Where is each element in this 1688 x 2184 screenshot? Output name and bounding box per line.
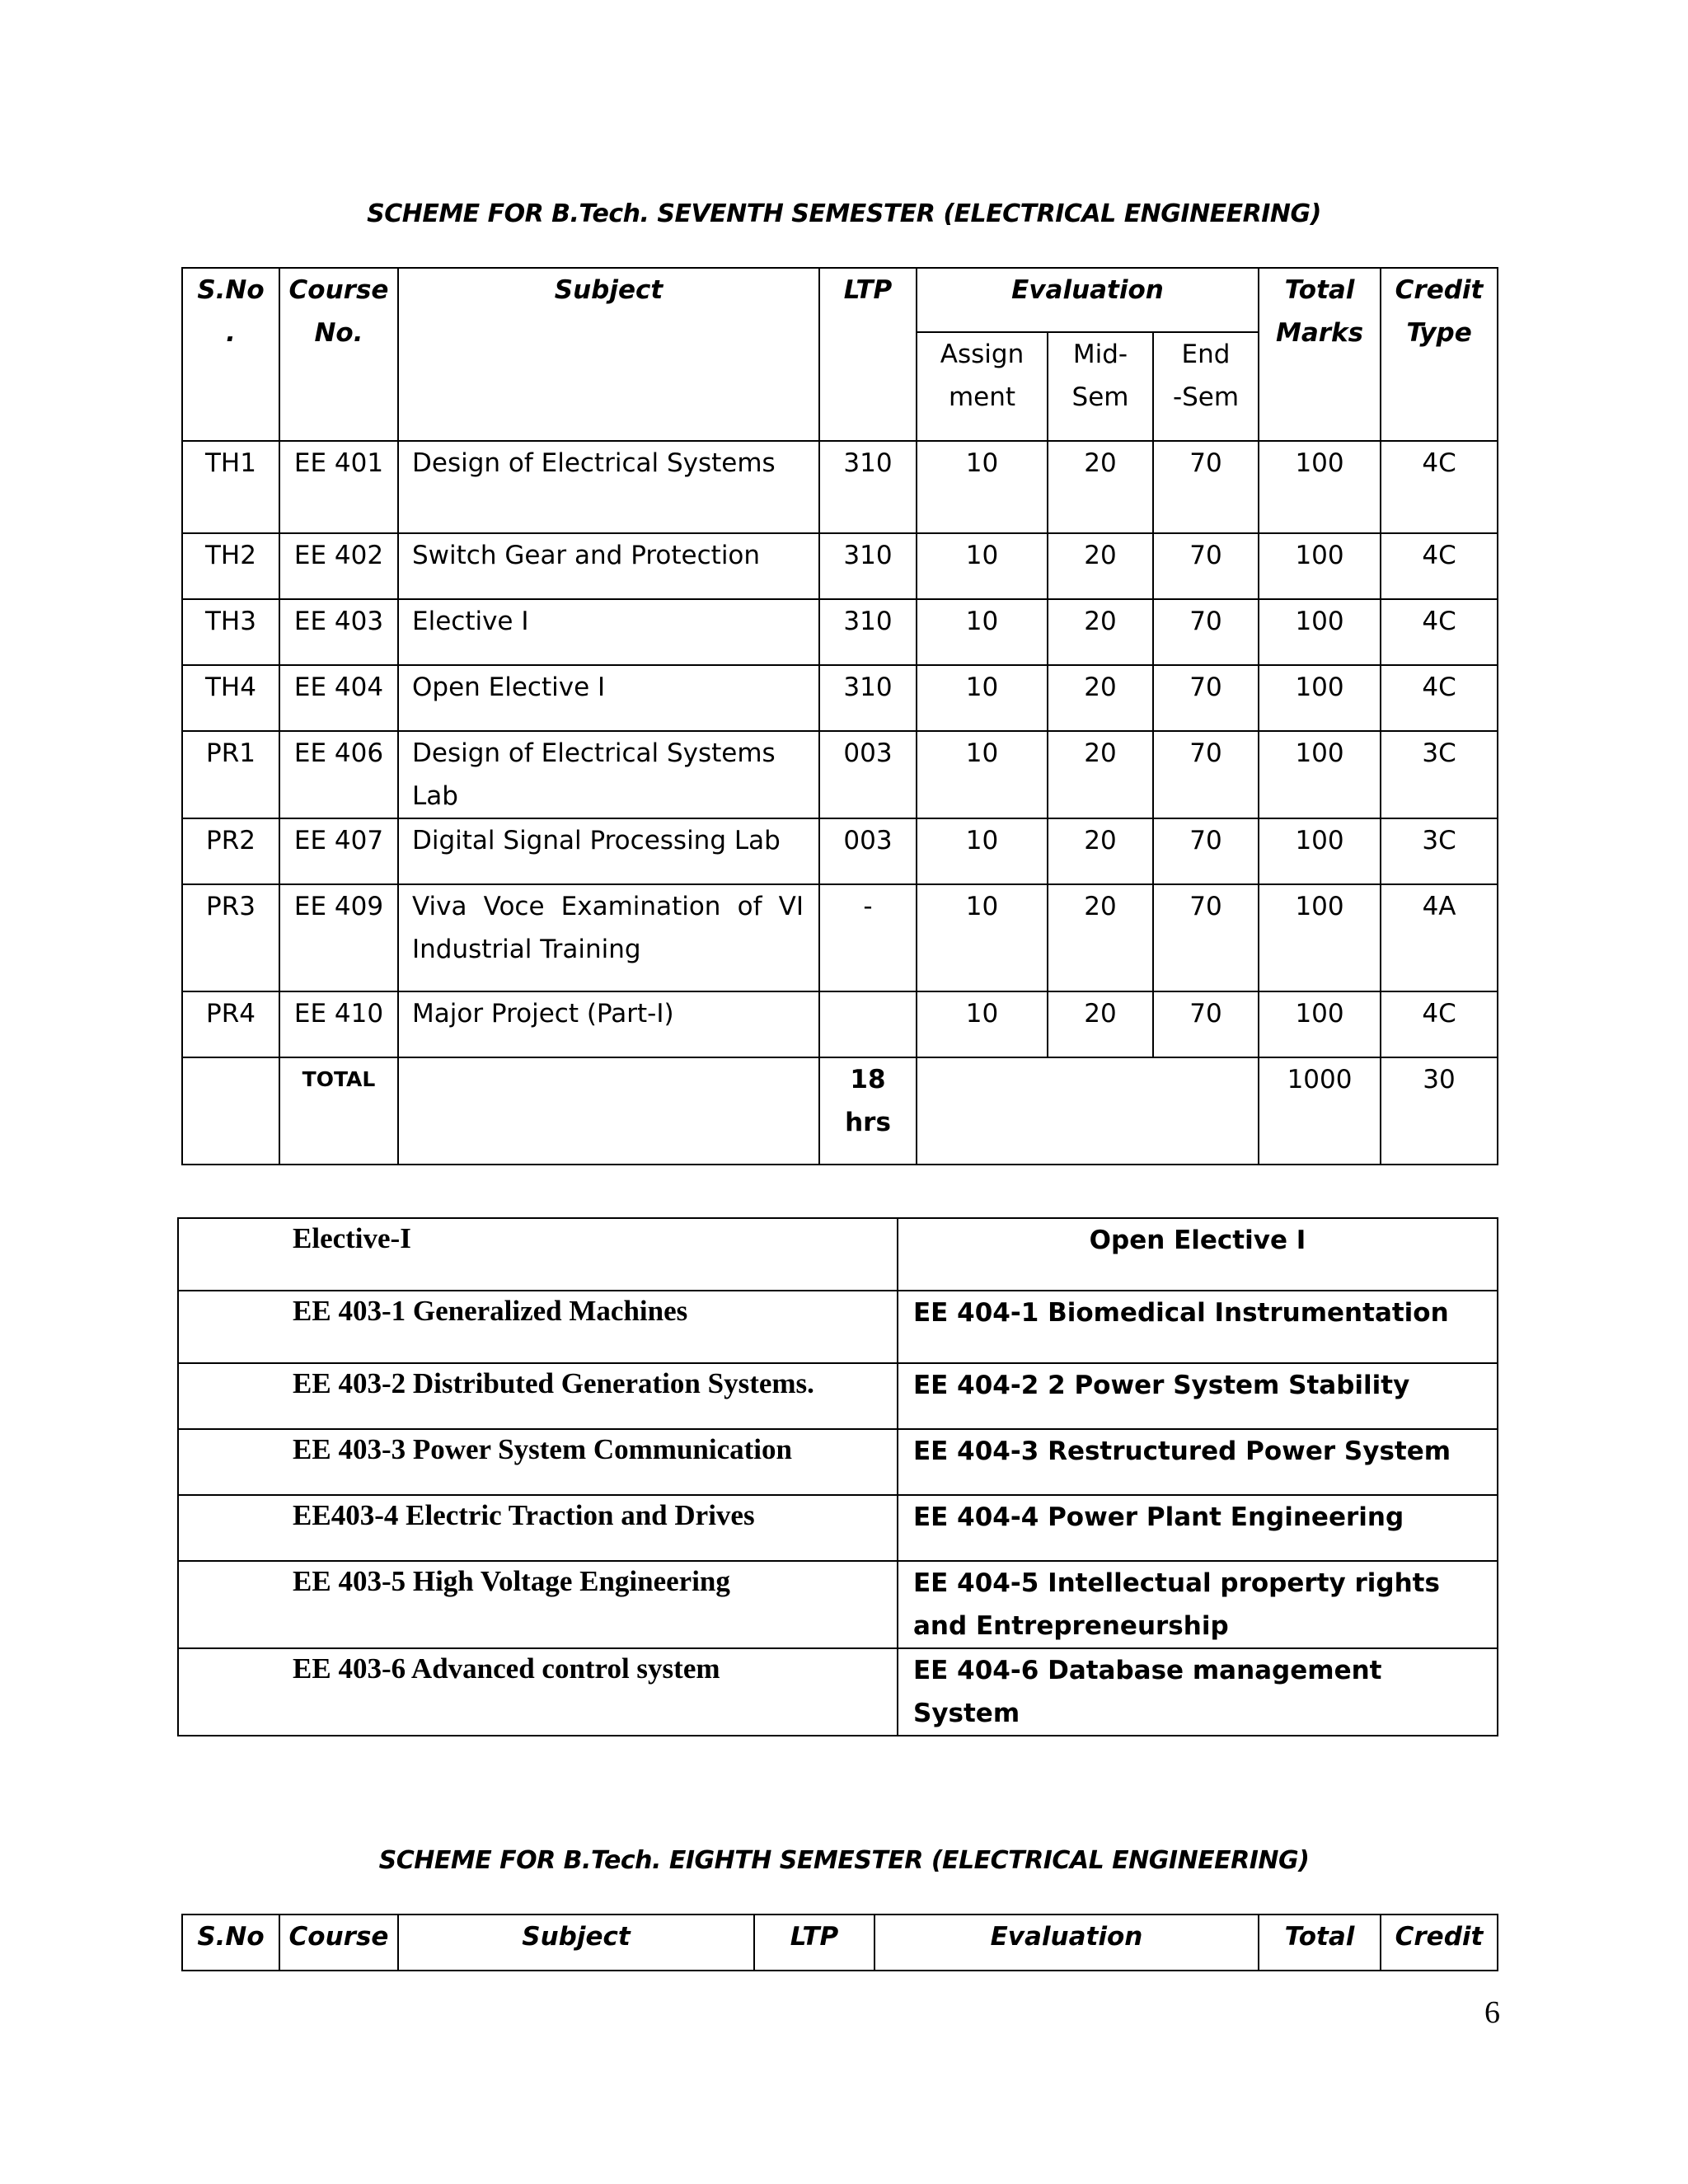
cell-endsem: 70	[1153, 818, 1259, 884]
cell-midsem: 20	[1048, 533, 1153, 599]
elective-row	[178, 1495, 1498, 1561]
cell-subject: Switch Gear and Protection	[398, 533, 819, 599]
elective-row	[178, 1363, 1498, 1429]
header-credit: Credit	[1381, 1915, 1498, 1971]
cell-midsem: 20	[1048, 991, 1153, 1057]
table-row	[182, 665, 1498, 731]
cell-total: 100	[1259, 991, 1381, 1057]
table-row	[182, 991, 1498, 1057]
header-sno: S.No	[182, 1915, 279, 1971]
cell-subject: Digital Signal Processing Lab	[398, 818, 819, 884]
cell-assignment: 10	[917, 991, 1048, 1057]
cell-midsem: 20	[1048, 818, 1153, 884]
cell-total: 100	[1259, 818, 1381, 884]
seventh-semester-title: SCHEME FOR B.Tech. SEVENTH SEMESTER (ELECTRICAL ENGINEERING)	[367, 199, 1321, 228]
cell-sno: TH4	[182, 665, 279, 731]
cell-ltp: 003	[819, 731, 917, 818]
cell-course: EE 401	[279, 441, 398, 533]
page-number: 6	[1484, 1995, 1500, 2030]
elective-row	[178, 1561, 1498, 1648]
cell-endsem: 70	[1153, 731, 1259, 818]
header-subject: Subject	[398, 268, 819, 441]
elective-row	[178, 1291, 1498, 1363]
elective-left: EE 403-5 High Voltage Engineering	[178, 1561, 898, 1648]
cell-assignment: 10	[917, 731, 1048, 818]
header-course: Course	[279, 1915, 398, 1971]
elective-header: Elective-I	[178, 1218, 898, 1291]
header-sno: S.No .	[182, 268, 279, 441]
elective-right: EE 404-3 Restructured Power System	[898, 1429, 1498, 1495]
cell-total: 100	[1259, 665, 1381, 731]
table-row	[182, 884, 1498, 991]
cell-course: EE 410	[279, 991, 398, 1057]
header-credit-type: Credit Type	[1381, 268, 1498, 441]
elective-left: EE 403-3 Power System Communication	[178, 1429, 898, 1495]
elective-left: EE403-4 Electric Traction and Drives	[178, 1495, 898, 1561]
cell-subject: Elective I	[398, 599, 819, 665]
cell-assignment: 10	[917, 441, 1048, 533]
cell-ltp: -	[819, 884, 917, 991]
elective-row	[178, 1429, 1498, 1495]
header-assignment: Assign ment	[917, 332, 1048, 441]
cell-credit: 4C	[1381, 533, 1498, 599]
header-subject: Subject	[398, 1915, 754, 1971]
cell-ltp	[819, 991, 917, 1057]
cell-ltp: 310	[819, 599, 917, 665]
cell-subject	[398, 1057, 819, 1165]
cell-course: EE 402	[279, 533, 398, 599]
header-ltp: LTP	[754, 1915, 874, 1971]
elective-right: EE 404-4 Power Plant Engineering	[898, 1495, 1498, 1561]
header-total-marks: Total Marks	[1259, 268, 1381, 441]
cell-credit: 4C	[1381, 991, 1498, 1057]
electives-table	[177, 1217, 1498, 1736]
seventh-semester-table	[181, 267, 1498, 1165]
cell-course: EE 403	[279, 599, 398, 665]
cell-endsem: 70	[1153, 991, 1259, 1057]
header-evaluation: Evaluation	[917, 268, 1259, 332]
cell-sno	[182, 1057, 279, 1165]
cell-total: 100	[1259, 731, 1381, 818]
total-ltp: 18 hrs	[819, 1057, 917, 1165]
cell-credit: 3C	[1381, 731, 1498, 818]
cell-ltp: 310	[819, 533, 917, 599]
cell-midsem: 20	[1048, 665, 1153, 731]
elective-right: EE 404-1 Biomedical Instrumentation	[898, 1291, 1498, 1363]
cell-assignment: 10	[917, 818, 1048, 884]
cell-endsem: 70	[1153, 441, 1259, 533]
header-total: Total	[1259, 1915, 1381, 1971]
cell-total: 100	[1259, 533, 1381, 599]
table-row	[182, 818, 1498, 884]
eighth-semester-table	[181, 1914, 1498, 1971]
elective-left: EE 403-6 Advanced control system	[178, 1648, 898, 1736]
table-row	[182, 441, 1498, 533]
elective-left: EE 403-2 Distributed Generation Systems.	[178, 1363, 898, 1429]
header-ltp: LTP	[819, 268, 917, 441]
open-elective-header: Open Elective I	[898, 1218, 1498, 1291]
cell-assignment: 10	[917, 884, 1048, 991]
cell-ltp: 003	[819, 818, 917, 884]
cell-endsem: 70	[1153, 884, 1259, 991]
cell-sno: PR3	[182, 884, 279, 991]
total-credit: 30	[1381, 1057, 1498, 1165]
elective-left: EE 403-1 Generalized Machines	[178, 1291, 898, 1363]
cell-subject: Open Elective I	[398, 665, 819, 731]
cell-midsem: 20	[1048, 884, 1153, 991]
cell-assignment: 10	[917, 665, 1048, 731]
table-row	[182, 599, 1498, 665]
elective-right: EE 404-6 Database management System	[898, 1648, 1498, 1736]
elective-row	[178, 1648, 1498, 1736]
header-midsem: Mid- Sem	[1048, 332, 1153, 441]
cell-course: EE 407	[279, 818, 398, 884]
cell-sno: TH1	[182, 441, 279, 533]
table-row	[182, 533, 1498, 599]
total-label: TOTAL	[279, 1057, 398, 1165]
cell-subject: Major Project (Part-I)	[398, 991, 819, 1057]
cell-assignment: 10	[917, 533, 1048, 599]
cell-midsem: 20	[1048, 599, 1153, 665]
cell-sno: PR1	[182, 731, 279, 818]
total-marks: 1000	[1259, 1057, 1381, 1165]
eighth-semester-title: SCHEME FOR B.Tech. EIGHTH SEMESTER (ELECTRICAL ENGINEERING)	[378, 1846, 1310, 1875]
cell-course: EE 406	[279, 731, 398, 818]
cell-subject: Design of Electrical Systems Lab	[398, 731, 819, 818]
cell-sno: TH3	[182, 599, 279, 665]
cell-assignment: 10	[917, 599, 1048, 665]
cell-credit: 4C	[1381, 441, 1498, 533]
cell-total: 100	[1259, 599, 1381, 665]
cell-endsem: 70	[1153, 599, 1259, 665]
cell-credit: 4A	[1381, 884, 1498, 991]
cell-sno: PR2	[182, 818, 279, 884]
cell-evaluation	[917, 1057, 1259, 1165]
cell-total: 100	[1259, 441, 1381, 533]
cell-credit: 4C	[1381, 665, 1498, 731]
cell-endsem: 70	[1153, 665, 1259, 731]
cell-ltp: 310	[819, 665, 917, 731]
elective-right: EE 404-5 Intellectual property rights and Entrepreneurship	[898, 1561, 1498, 1648]
elective-right: EE 404-2 2 Power System Stability	[898, 1363, 1498, 1429]
header-endsem: End -Sem	[1153, 332, 1259, 441]
header-evaluation: Evaluation	[874, 1915, 1259, 1971]
cell-sno: PR4	[182, 991, 279, 1057]
cell-ltp: 310	[819, 441, 917, 533]
cell-course: EE 404	[279, 665, 398, 731]
cell-midsem: 20	[1048, 731, 1153, 818]
total-row	[182, 1057, 1498, 1165]
cell-total: 100	[1259, 884, 1381, 991]
cell-credit: 3C	[1381, 818, 1498, 884]
cell-subject: Viva Voce Examination of VI Industrial Training	[398, 884, 819, 991]
cell-sno: TH2	[182, 533, 279, 599]
cell-endsem: 70	[1153, 533, 1259, 599]
header-course: Course No.	[279, 268, 398, 441]
cell-midsem: 20	[1048, 441, 1153, 533]
cell-credit: 4C	[1381, 599, 1498, 665]
cell-course: EE 409	[279, 884, 398, 991]
cell-subject: Design of Electrical Systems	[398, 441, 819, 533]
table-row	[182, 731, 1498, 818]
